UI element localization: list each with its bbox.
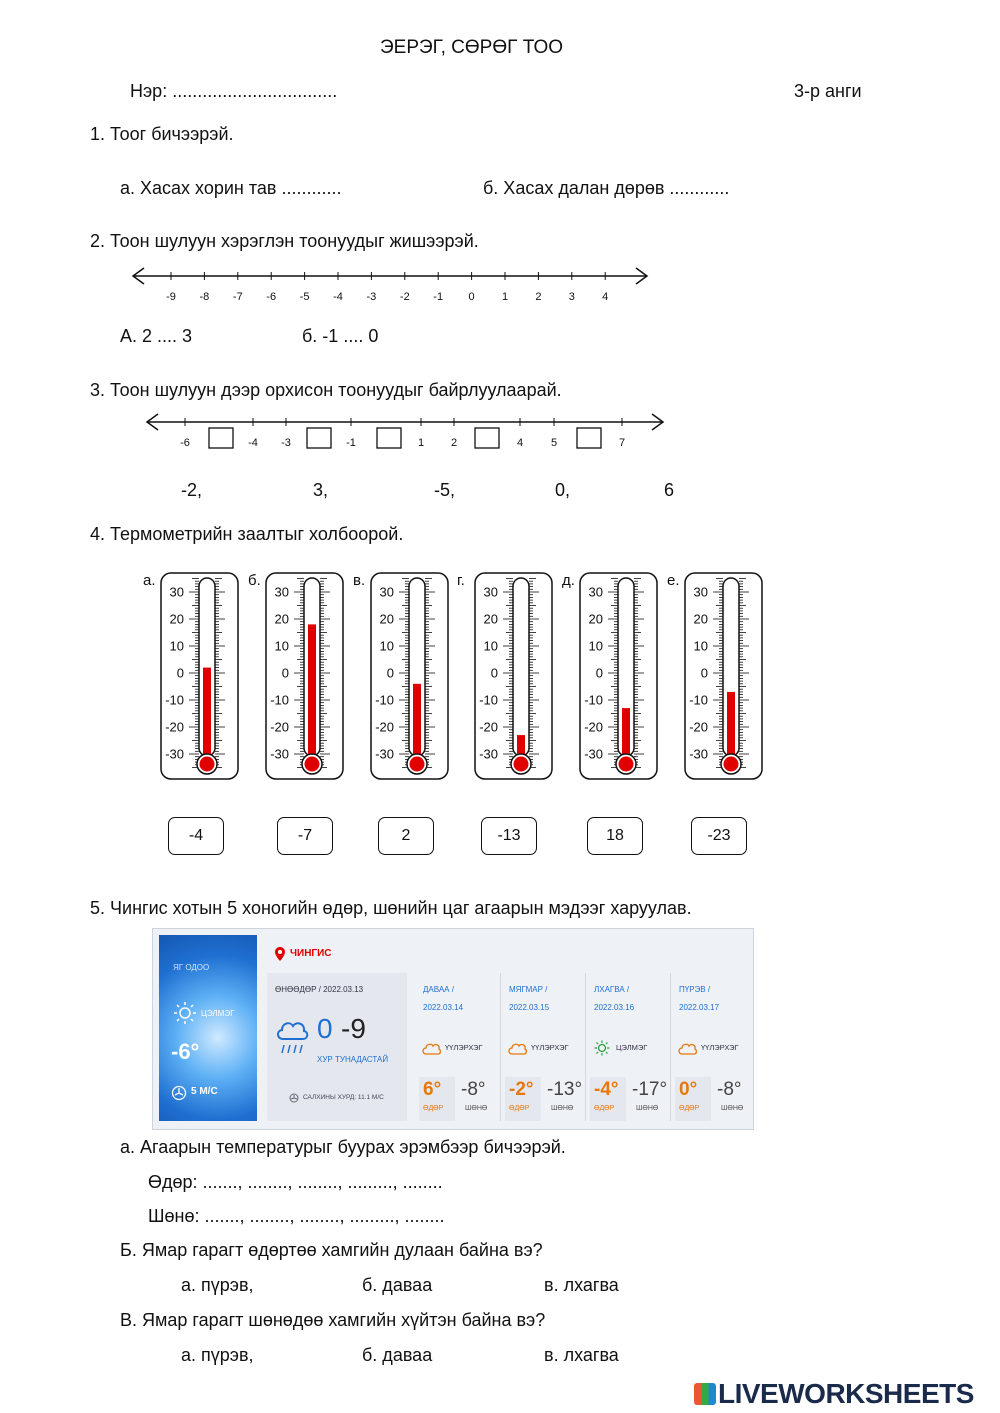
q5-day-line[interactable]: Өдөр: ......., ........, ........, ........., ........ (148, 1172, 443, 1192)
tick-label: -1 (346, 437, 356, 449)
forecast-day-cell (419, 1077, 455, 1121)
forecast-night-cell (715, 1077, 753, 1121)
q5-c-choice[interactable]: а. пүрэв, (181, 1345, 254, 1365)
mercury-bulb (305, 757, 320, 772)
mercury-column (413, 684, 421, 757)
sun-icon (173, 1001, 197, 1025)
mercury-bulb (410, 757, 425, 772)
mercury-bulb (514, 757, 529, 772)
q1-prompt: 1. Тоог бичээрэй. (90, 124, 234, 144)
tick-label: -5 (299, 291, 310, 303)
tick-label: -2 (399, 291, 410, 303)
today-day-temp: 0 (317, 1013, 333, 1044)
tick-label: 2 (450, 437, 458, 449)
scale-label: 0 (281, 665, 289, 681)
tick-label: -6 (266, 291, 277, 303)
cloud-icon (677, 1041, 697, 1055)
thermometer-letter: б. (248, 572, 261, 589)
forecast-day-temp: 6° (423, 1079, 442, 1100)
mercury-column (203, 668, 211, 757)
forecast-day-temp: 0° (679, 1079, 698, 1100)
now-wind: 5 М/С (191, 1086, 218, 1097)
forecast-date: 2022.03.14 (423, 1003, 464, 1012)
scale-label: 30 (379, 584, 394, 600)
thermometer-letter: г. (457, 572, 465, 589)
q5-prompt: 5. Чингис хотын 5 хоногийн өдөр, шөнийн цаг агаарын мэдээг харуулав. (90, 898, 692, 918)
forecast-day-name: ПҮРЭВ / (679, 985, 711, 994)
name-line: Нэр: ................................. (130, 81, 338, 101)
forecast-condition: ҮҮЛЭРХЭГ (531, 1043, 569, 1052)
answer-box[interactable]: 2 (378, 817, 434, 855)
q5-c-choice[interactable]: б. даваа (362, 1345, 433, 1365)
tick-label: -6 (180, 437, 190, 449)
scale-label: -10 (689, 692, 708, 708)
forecast-date: 2022.03.16 (594, 1003, 635, 1012)
mercury-bulb (619, 757, 634, 772)
q5-a-prompt: а. Агаарын температурыг буурах эрэмбээр бичээрэй. (120, 1137, 566, 1157)
scale-label: -10 (584, 692, 603, 708)
q5-night-line[interactable]: Шөнө: ......., ........, ........, ........., ........ (148, 1206, 445, 1226)
thermometer-letter: в. (353, 572, 366, 589)
thermometer-tube (513, 578, 529, 756)
q4-prompt: 4. Термометрийн заалтыг холбоорой. (90, 524, 404, 544)
forecast-day-name: ЛХАГВА / (594, 985, 630, 994)
cloud-icon (421, 1041, 441, 1055)
thermometer[interactable] (579, 572, 659, 782)
thermometer[interactable] (265, 572, 345, 782)
scale-label: -30 (584, 746, 603, 762)
answer-slot[interactable] (209, 428, 233, 448)
q5-b-choice[interactable]: б. даваа (362, 1275, 433, 1295)
wind-icon (171, 1085, 187, 1101)
thermometer[interactable] (684, 572, 764, 782)
scale-label: -30 (375, 746, 394, 762)
day-label: ӨДӨР (594, 1105, 615, 1112)
answer-slot[interactable] (577, 428, 601, 448)
forecast-condition: ЦЭЛМЭГ (616, 1043, 648, 1052)
answer-slot[interactable] (377, 428, 401, 448)
scale-label: 10 (274, 638, 289, 654)
thermometer-letter: а. (143, 572, 156, 589)
scale-label: -30 (165, 746, 184, 762)
answer-slot[interactable] (475, 428, 499, 448)
today-night-temp: -9 (341, 1013, 366, 1044)
scale-label: -10 (165, 692, 184, 708)
scale-label: 30 (588, 584, 603, 600)
night-label: ШӨНӨ (636, 1105, 659, 1112)
mercury-column (727, 692, 735, 757)
logo-mark-icon (694, 1383, 716, 1405)
now-temperature: -6° (171, 1039, 200, 1064)
rain-cloud-icon (275, 1013, 309, 1059)
scale-label: -20 (689, 719, 708, 735)
forecast-day-cell (590, 1077, 626, 1121)
q2-prompt: 2. Тоон шулуун хэрэглэн тоонуудыг жишээрэй. (90, 231, 479, 251)
thermometer[interactable] (370, 572, 450, 782)
answer-box[interactable]: 18 (587, 817, 643, 855)
worksheet-title: ЭЕРЭГ, СӨРӨГ ТОО (380, 37, 564, 58)
liveworksheets-logo: LIVEWORKSHEETS (694, 1378, 974, 1410)
night-label: ШӨНӨ (465, 1105, 488, 1112)
scale-label: 0 (595, 665, 603, 681)
day-label: ӨДӨР (679, 1105, 700, 1112)
cloud-icon (507, 1041, 527, 1055)
forecast-day-cell (505, 1077, 541, 1121)
scale-label: -20 (479, 719, 498, 735)
tick-label: -3 (281, 437, 291, 449)
forecast-night-temp: -8° (461, 1079, 486, 1100)
tick-label: 3 (568, 291, 575, 303)
q5-b-prompt: Б. Ямар гарагт өдөртөө хамгийн дулаан байна вэ? (120, 1240, 543, 1260)
scale-label: 20 (588, 611, 603, 627)
scale-label: -30 (479, 746, 498, 762)
scale-label: -30 (689, 746, 708, 762)
forecast-day (670, 973, 756, 1121)
q5-b-choice[interactable]: в. лхагва (544, 1275, 619, 1295)
forecast-day (415, 973, 500, 1121)
scale-label: 30 (274, 584, 289, 600)
scale-label: 10 (483, 638, 498, 654)
scale-label: 10 (169, 638, 184, 654)
q5-b-choice[interactable]: а. пүрэв, (181, 1275, 254, 1295)
tick-label: -9 (166, 291, 176, 303)
scale-label: 20 (693, 611, 708, 627)
q3-prompt: 3. Тоон шулуун дээр орхисон тоонуудыг байрлуулаарай. (90, 380, 562, 400)
tick-label: -8 (199, 291, 210, 303)
forecast-day-cell (675, 1077, 711, 1121)
scale-label: -10 (270, 692, 289, 708)
tick-label: 2 (535, 291, 542, 303)
scale-label: -30 (270, 746, 289, 762)
forecast-night-temp: -17° (632, 1079, 668, 1100)
night-label: ШӨНӨ (721, 1105, 744, 1112)
tick-label: 5 (550, 437, 558, 449)
today-condition: ХУР ТУНАДАСТАЙ (317, 1055, 389, 1064)
forecast-condition: ҮҮЛЭРХЭГ (701, 1043, 739, 1052)
weather-widget (152, 928, 754, 1130)
scale-label: 20 (379, 611, 394, 627)
now-label: ЯГ ОДОО (173, 963, 210, 972)
scale-label: 20 (169, 611, 184, 627)
thermometer-letter: д. (562, 572, 575, 589)
day-label: ӨДӨР (509, 1105, 530, 1112)
q3-option[interactable]: 3, (313, 480, 329, 500)
scale-label: 10 (588, 638, 603, 654)
forecast-condition: ҮҮЛЭРХЭГ (445, 1043, 483, 1052)
forecast-night-cell (459, 1077, 497, 1121)
tick-label: 7 (618, 437, 626, 449)
answer-box[interactable]: -23 (691, 817, 747, 855)
tick-label: -4 (248, 437, 258, 449)
scale-label: -10 (375, 692, 394, 708)
tick-label: -1 (433, 291, 444, 303)
forecast-day-name: ДАВАА / (423, 985, 454, 994)
scale-label: -10 (479, 692, 498, 708)
scale-label: 30 (169, 584, 184, 600)
scale-label: 30 (693, 584, 708, 600)
answer-box[interactable]: -13 (481, 817, 537, 855)
forecast-date: 2022.03.17 (679, 1003, 720, 1012)
q5-c-choice[interactable]: в. лхагва (544, 1345, 619, 1365)
today-date: ӨНӨӨДӨР / 2022.03.13 (275, 985, 364, 994)
thermometer[interactable] (474, 572, 554, 782)
scale-label: 20 (274, 611, 289, 627)
scale-label: 0 (700, 665, 708, 681)
forecast-day-name: МЯГМАР / (509, 985, 548, 994)
scale-label: 0 (386, 665, 394, 681)
scale-label: -20 (375, 719, 394, 735)
q1-a[interactable]: а. Хасах хорин тав ............ (120, 178, 342, 198)
tick-label: -3 (366, 291, 377, 303)
location-pin-icon (275, 947, 285, 961)
scale-label: 10 (693, 638, 708, 654)
q2-b[interactable]: б. -1 .... 0 (302, 326, 379, 346)
day-label: ӨДӨР (423, 1105, 444, 1112)
grade-label: 3-р анги (794, 81, 862, 101)
scale-label: -20 (584, 719, 603, 735)
forecast-night-cell (545, 1077, 583, 1121)
forecast-day (500, 973, 586, 1121)
tick-label: 4 (516, 437, 524, 449)
forecast-night-temp: -8° (717, 1079, 742, 1100)
now-condition: ЦЭЛМЭГ (201, 1009, 235, 1018)
q5-c-prompt: В. Ямар гарагт шөнөдөө хамгийн хүйтэн байна вэ? (120, 1310, 546, 1330)
forecast-day-temp: -4° (594, 1079, 619, 1100)
number-line-q3 (142, 410, 672, 454)
tick-label: 1 (417, 437, 425, 449)
forecast-day-temp: -2° (509, 1079, 534, 1100)
forecast-night-cell (630, 1077, 668, 1121)
night-label: ШӨНӨ (551, 1105, 574, 1112)
mercury-bulb (200, 757, 215, 772)
forecast-night-temp: -13° (547, 1079, 583, 1100)
mercury-bulb (724, 757, 739, 772)
mercury-column (622, 708, 630, 757)
q3-option[interactable]: -5, (434, 480, 456, 500)
thermometer-letter: е. (667, 572, 680, 589)
q3-option[interactable]: 0, (555, 480, 571, 500)
thermometer[interactable] (160, 572, 240, 782)
scale-label: 30 (483, 584, 498, 600)
q3-option[interactable]: -2, (181, 480, 203, 500)
tick-label: 4 (602, 291, 609, 303)
tick-label: 1 (501, 291, 509, 303)
tick-label: -7 (232, 291, 243, 303)
scale-label: 0 (490, 665, 498, 681)
scale-label: 10 (379, 638, 394, 654)
q3-option[interactable]: 6 (664, 480, 675, 500)
answer-slot[interactable] (307, 428, 331, 448)
tick-label: -4 (333, 291, 343, 303)
tick-label: 0 (468, 291, 475, 303)
forecast-day (585, 973, 671, 1121)
today-wind: САЛХИНЫ ХУРД: 11.1 М/С (303, 1094, 384, 1101)
answer-box[interactable]: -7 (277, 817, 333, 855)
number-line-q2 (128, 262, 658, 310)
wind-icon (289, 1093, 299, 1103)
mercury-column (308, 624, 316, 757)
answer-box[interactable]: -4 (168, 817, 224, 855)
scale-label: -20 (270, 719, 289, 735)
scale-label: 20 (483, 611, 498, 627)
q2-a[interactable]: А. 2 .... 3 (120, 326, 193, 346)
current-weather-panel (159, 935, 257, 1121)
city-name: ЧИНГИС (290, 948, 332, 959)
sun-icon (594, 1040, 610, 1056)
forecast-date: 2022.03.15 (509, 1003, 550, 1012)
scale-label: 0 (176, 665, 184, 681)
today-panel (267, 973, 407, 1121)
scale-label: -20 (165, 719, 184, 735)
q1-b[interactable]: б. Хасах далан дөрөв ............ (483, 178, 730, 198)
